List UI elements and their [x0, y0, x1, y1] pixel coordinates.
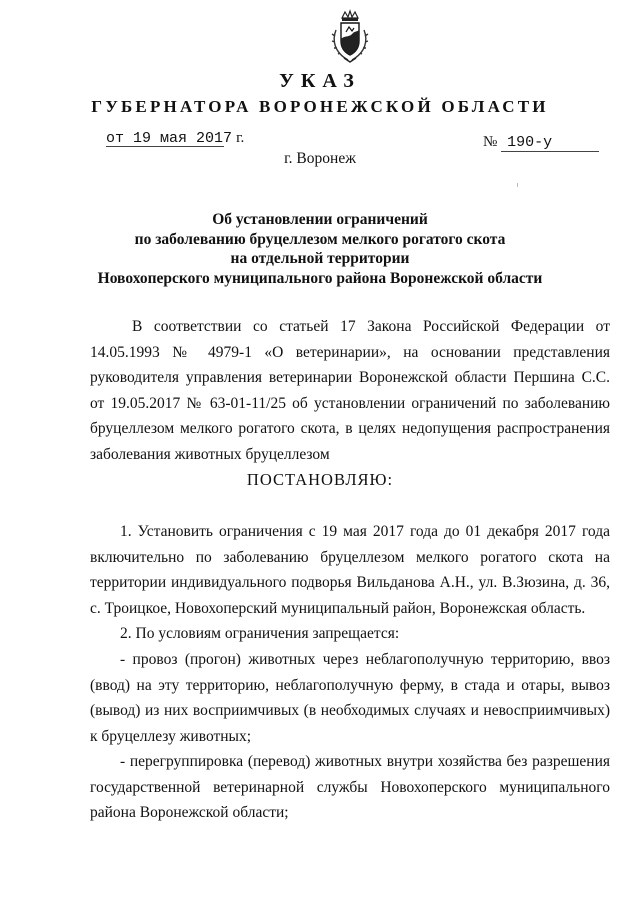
scan-mark — [517, 183, 518, 187]
preamble-paragraph: В соответствии со статьей 17 Закона Российской Федерации от 14.05.1993 № 4979-1 «О ветеринарии», на основании представления руководителя управления ветеринарии Воронежской области Першина С.С. от 19.05.2017 № 63-01-11/25 об установлении ограничений по заболеванию бруцеллезом мелкого рогатого скота, в целях недопущения распространения заболевания животных бруцеллезом — [90, 318, 610, 463]
item-1-paragraph: 1. Установить ограничения с 19 мая 2017 года до 01 декабря 2017 года включительно по заболеванию бруцеллезом мелкого рогатого скота на территории индивидуального подворья Вильданова А.Н., ул. В.Зюзина, д. 36, с. Троицкое, Новохоперский муниципальный район, Воронежская область. — [90, 523, 610, 617]
date-underline — [106, 146, 224, 147]
date-value: 19 мая 2017 — [133, 130, 233, 147]
subject-line: по заболеванию бруцеллезом мелкого рогатого скота — [134, 230, 506, 248]
subject-line: Об установлении ограничений — [212, 211, 428, 228]
decree-heading: ПОСТАНОВЛЯЮ: — [246, 470, 394, 489]
document-subject — [0, 210, 640, 288]
date-prefix: от — [106, 130, 125, 147]
coat-of-arms-icon — [326, 8, 374, 64]
item-2-paragraph: 2. По условиям ограничения запрещается: — [120, 625, 400, 642]
number-label: № — [483, 134, 498, 150]
document-city: г. Воронеж — [284, 150, 356, 167]
number-value: 190-у — [501, 134, 599, 152]
item-2a-paragraph: - провоз (прогон) животных через неблагополучную территорию, ввоз (ввод) на эту территорию, неблагополучную ферму, в стада и отары, вывоз (вывод) из них восприимчивых (в необходимых случаях и невосприимчивых) к бруцеллезу животных; — [90, 651, 610, 745]
document-subtitle: ГУБЕРНАТОРА ВОРОНЕЖСКОЙ ОБЛАСТИ — [91, 97, 549, 116]
item-2b-paragraph: - перегруппировка (перевод) животных внутри хозяйства без разрешения государственной ветеринарной службы Новохоперского муниципального района Воронежской области; — [90, 753, 610, 822]
date-suffix: г. — [236, 130, 245, 146]
subject-line: Новохоперского муниципального района Воронежской области — [97, 269, 543, 287]
subject-line: на отдельной территории — [230, 250, 410, 267]
document-date — [106, 130, 244, 147]
document-title: УКАЗ — [279, 70, 361, 92]
